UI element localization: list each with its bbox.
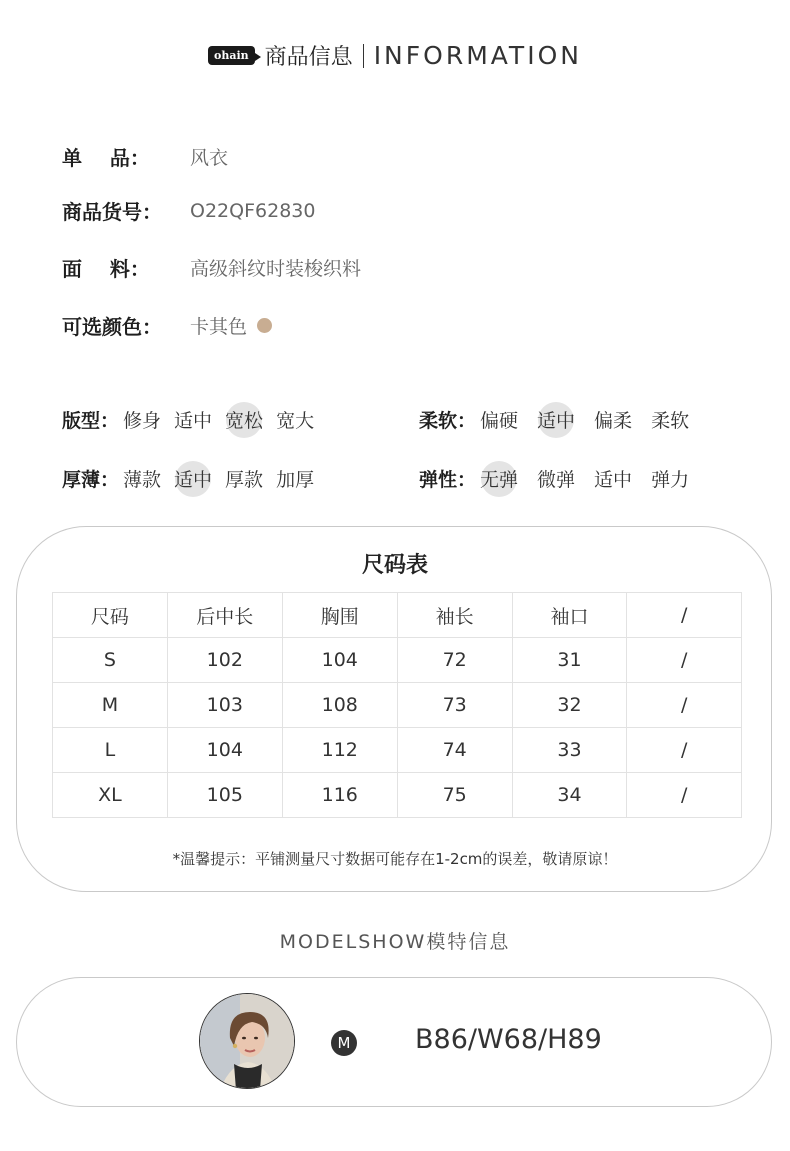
size-cell: 108 [282,683,397,728]
size-cell: 104 [167,728,282,773]
size-note: *温馨提示：平铺测量尺寸数据可能存在1-2cm的误差，敬请原谅！ [172,850,618,868]
attr-option: 偏柔 [594,410,633,432]
size-header-cell: 袖口 [512,593,627,638]
model-size-badge: M [331,1030,357,1056]
table-row [53,728,742,773]
attr-thickness [62,465,327,492]
size-header-cell: 尺码 [53,593,168,638]
table-row [53,773,742,818]
info-value: O22QF62830 [190,199,316,222]
size-cell: M [53,683,168,728]
size-cell: XL [53,773,168,818]
size-header-cell: 胸围 [282,593,397,638]
attr-option: 适中 [174,465,212,492]
table-row [53,638,742,683]
attr-option: 薄款 [123,469,162,491]
size-cell: 105 [167,773,282,818]
model-section-title: MODELSHOW模特信息 [279,931,511,953]
info-value: 高级斜纹时装梭织料 [190,258,362,280]
header-title-en: INFORMATION [373,41,582,70]
size-cell: 116 [282,773,397,818]
attr-label: 柔软： [419,410,477,432]
color-swatch[interactable] [257,318,272,333]
model-measurements: B86/W68/H89 [415,1024,602,1055]
info-value: 风衣 [190,147,229,169]
header-title-cn: 商品信息 [264,45,353,70]
size-header-cell: 袖长 [397,593,512,638]
size-cell: / [627,683,742,728]
size-chart-title: 尺码表 [361,553,428,578]
size-cell: 74 [397,728,512,773]
attr-label: 版型： [62,410,120,432]
attr-option: 宽大 [276,410,315,432]
size-cell: / [627,638,742,683]
attr-option: 无弹 [480,465,518,492]
size-cell: 33 [512,728,627,773]
info-row-fabric [62,253,361,282]
model-card [16,977,772,1107]
info-label: 商品货号： [62,200,162,224]
attr-elasticity [419,465,708,492]
size-cell: 72 [397,638,512,683]
model-portrait-image [200,994,295,1089]
size-cell: 103 [167,683,282,728]
info-row-color [62,311,272,340]
header-divider [363,44,364,68]
model-avatar [199,993,295,1089]
attr-option: 适中 [594,469,633,491]
attr-option: 修身 [123,410,162,432]
attr-option: 加厚 [276,469,315,491]
info-label: 面 料： [62,257,150,281]
info-value: 卡其色 [190,316,248,338]
table-row [53,683,742,728]
size-table [52,592,742,818]
size-cell: 112 [282,728,397,773]
section-header [0,40,790,71]
size-cell: L [53,728,168,773]
attr-option: 适中 [174,410,213,432]
size-cell: 34 [512,773,627,818]
info-row-item [62,142,228,171]
size-cell: 31 [512,638,627,683]
size-cell: 73 [397,683,512,728]
size-cell: / [627,773,742,818]
size-table-body [53,638,742,818]
size-header-cell: / [627,593,742,638]
info-row-sku [62,196,315,225]
size-header-cell: 后中长 [167,593,282,638]
attr-option: 适中 [537,406,575,433]
size-cell: 104 [282,638,397,683]
attr-fit [62,406,327,433]
size-table-header [53,593,742,638]
attr-option: 偏硬 [480,410,519,432]
attr-label: 厚薄： [62,469,120,491]
info-label: 可选颜色： [62,315,162,339]
info-label: 单 品： [62,146,150,170]
attr-option: 宽松 [225,406,263,433]
attr-option: 柔软 [651,410,690,432]
brand-logo: ohain [208,46,255,65]
size-cell: 102 [167,638,282,683]
attr-option: 微弹 [537,469,576,491]
size-cell: / [627,728,742,773]
size-cell: S [53,638,168,683]
size-cell: 75 [397,773,512,818]
attr-option: 厚款 [225,469,264,491]
attr-label: 弹性： [419,469,477,491]
attr-softness [419,406,708,433]
size-cell: 32 [512,683,627,728]
attr-option: 弹力 [651,469,690,491]
